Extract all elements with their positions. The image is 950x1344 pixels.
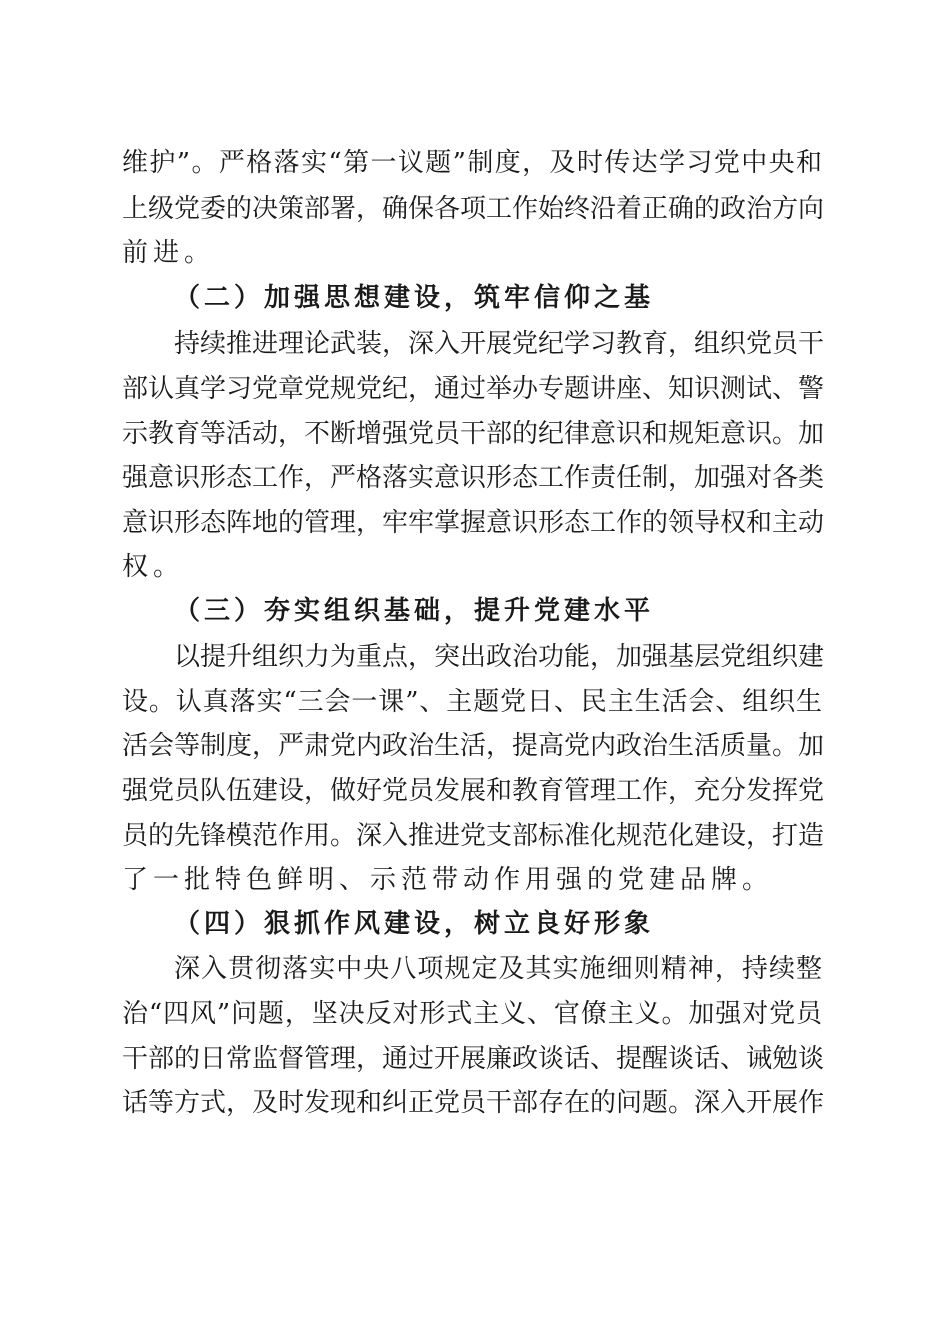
section-heading: （二）加强思想建设，筑牢信仰之基	[174, 283, 655, 313]
paragraph-line: 意识形态阵地的管理，牢牢掌握意识形态工作的领导权和主动	[122, 508, 825, 538]
paragraph-line: 强党员队伍建设，做好党员发展和教育管理工作，充分发挥党	[122, 776, 825, 806]
paragraph-line: 深入贯彻落实中央八项规定及其实施细则精神，持续整	[174, 954, 822, 984]
section-heading: （四）狠抓作风建设，树立良好形象	[174, 909, 655, 939]
paragraph-line: 维护”。严格落实“第一议题”制度，及时传达学习党中央和	[122, 148, 822, 178]
paragraph-line: 强意识形态工作，严格落实意识形态工作责任制，加强对各类	[122, 463, 825, 493]
paragraph-line: 干部的日常监督管理，通过开展廉政谈话、提醒谈话、诫勉谈	[122, 1044, 825, 1074]
paragraph-line: 上级党委的决策部署，确保各项工作始终沿着正确的政治方向	[122, 194, 825, 224]
paragraph-line: 持续推进理论武装，深入开展党纪学习教育，组织党员干	[174, 329, 825, 359]
paragraph-line: 前进。	[122, 238, 216, 268]
paragraph-line: 员的先锋模范作用。深入推进党支部标准化规范化建设，打造	[122, 821, 825, 851]
paragraph-line: 示教育等活动，不断增强党员干部的纪律意识和规矩意识。加	[122, 419, 825, 449]
paragraph-line: 了一批特色鲜明、示范带动作用强的党建品牌。	[122, 865, 774, 895]
paragraph-line: 以提升组织力为重点，突出政治功能，加强基层党组织建	[174, 642, 825, 672]
paragraph-line: 设。认真落实“三会一课”、主题党日、民主生活会、组织生	[122, 687, 822, 717]
paragraph-line: 活会等制度，严肃党内政治生活，提高党内政治生活质量。加	[122, 731, 825, 761]
paragraph-line: 话等方式，及时发现和纠正党员干部存在的问题。深入开展作	[122, 1088, 825, 1118]
paragraph-line: 权。	[122, 552, 185, 582]
section-heading: （三）夯实组织基础，提升党建水平	[174, 596, 655, 626]
paragraph-line: 治“四风”问题，坚决反对形式主义、官僚主义。加强对党员	[122, 999, 822, 1029]
paragraph-line: 部认真学习党章党规党纪，通过举办专题讲座、知识测试、警	[122, 374, 825, 404]
